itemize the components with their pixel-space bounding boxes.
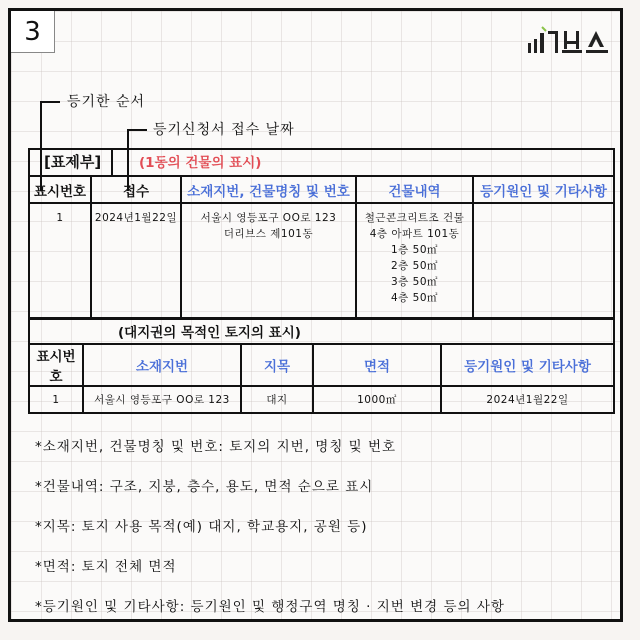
header-number: 표시번호 xyxy=(29,176,91,203)
cell-cause xyxy=(473,203,614,319)
land-cell-category: 대지 xyxy=(241,386,313,413)
land-header-area: 면적 xyxy=(313,344,441,386)
land-cell-address: 서울시 영등포구 OO로 123 xyxy=(83,386,241,413)
page-number: 3 xyxy=(11,11,55,53)
land-header-address: 소재지번 xyxy=(83,344,241,386)
date-annotation: 등기신청서 접수 날짜 xyxy=(153,122,295,138)
note-item: *지목: 토지 사용 목적(예) 대지, 학교용지, 공원 등) xyxy=(35,519,368,535)
detail-line: 3층 50㎡ xyxy=(390,276,439,288)
detail-line: 4층 50㎡ xyxy=(390,292,439,304)
note-item: *소재지번, 건물명칭 및 번호: 토지의 지번, 명칭 및 번호 xyxy=(35,439,397,455)
land-cell-cause: 2024년1월22일 xyxy=(441,386,614,413)
section-label: [표제부] xyxy=(44,150,113,175)
building-table xyxy=(28,148,615,320)
header-receipt: 접수 xyxy=(91,176,181,203)
note-item: *등기원인 및 기타사항: 등기원인 및 행정구역 명칭 · 지번 변경 등의 사항 xyxy=(35,599,505,615)
header-details: 건물내역 xyxy=(356,176,473,203)
notes-list xyxy=(35,437,505,637)
land-table xyxy=(28,317,615,414)
cell-receipt-date: 2024년1월22일 xyxy=(91,203,181,319)
brand-logo-icon xyxy=(526,25,614,55)
section-title-cell xyxy=(29,149,614,176)
land-header-category: 지목 xyxy=(241,344,313,386)
land-header-number: 표시번호 xyxy=(29,344,83,386)
land-cell-number: 1 xyxy=(29,386,83,413)
address-line-1: 서울시 영등포구 OO로 123 xyxy=(200,212,337,224)
land-cell-area: 1000㎡ xyxy=(313,386,441,413)
order-annotation: 등기한 순서 xyxy=(67,94,146,110)
page-frame xyxy=(8,8,623,622)
detail-line: 2층 50㎡ xyxy=(390,260,439,272)
detail-line: 철근콘크리트조 건물 xyxy=(364,212,465,224)
detail-line: 4층 아파트 101동 xyxy=(369,228,460,240)
cell-details xyxy=(356,203,473,319)
section-subtitle: (1동의 건물의 표시) xyxy=(139,155,262,171)
cell-address xyxy=(181,203,356,319)
land-subtitle: (대지권의 목적인 토지의 표시) xyxy=(29,318,614,344)
land-header-cause: 등기원인 및 기타사항 xyxy=(441,344,614,386)
note-item: *건물내역: 구조, 지붕, 층수, 용도, 면적 순으로 표시 xyxy=(35,479,374,495)
header-cause: 등기원인 및 기타사항 xyxy=(473,176,614,203)
cell-number: 1 xyxy=(29,203,91,319)
note-item: *면적: 토지 전체 면적 xyxy=(35,559,177,575)
address-line-2: 더리브스 제101동 xyxy=(223,228,314,240)
detail-line: 1층 50㎡ xyxy=(390,244,439,256)
header-address: 소재지번, 건물명칭 및 번호 xyxy=(181,176,356,203)
